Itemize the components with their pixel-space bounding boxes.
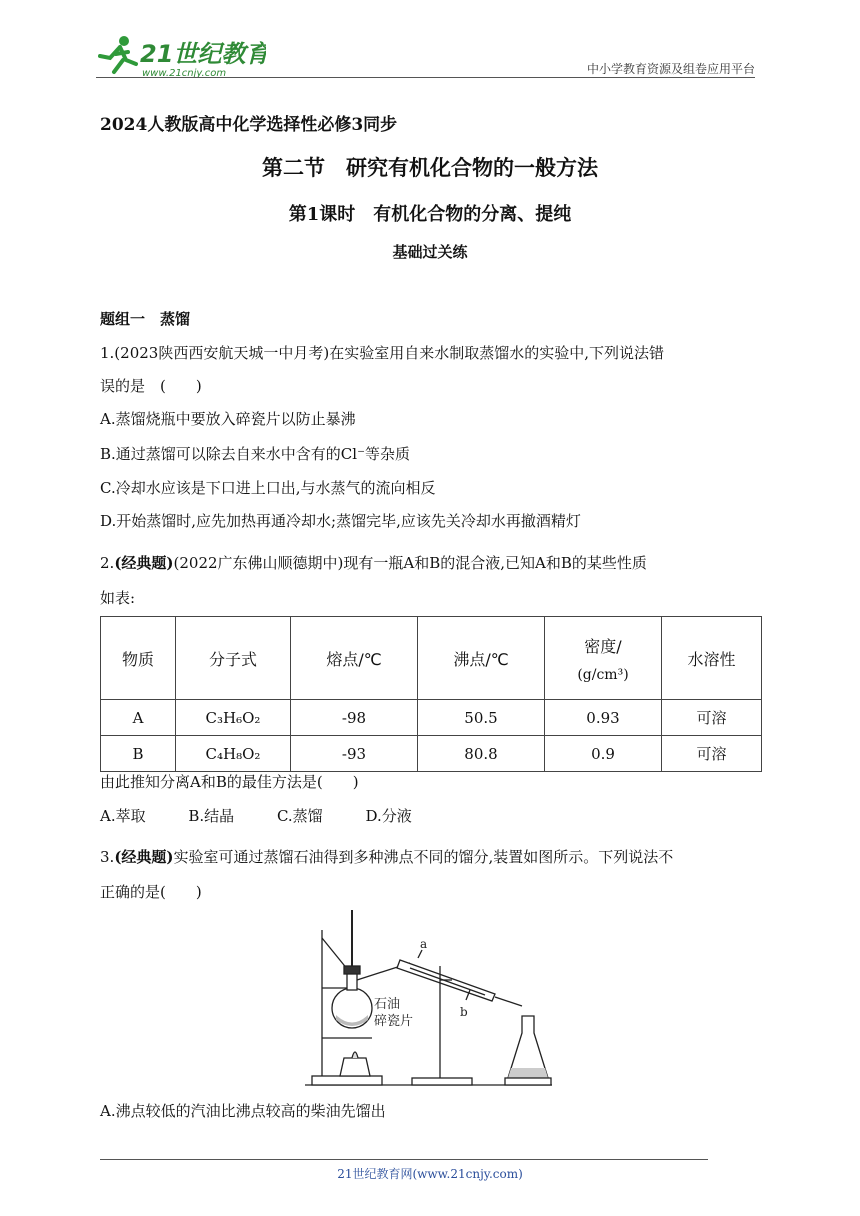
q1-option-d: D.开始蒸馏时,应先加热再通冷却水;蒸馏完毕,应该先关冷却水再撤酒精灯 (100, 512, 581, 530)
q2-options (100, 805, 450, 826)
series-title: 2024人教版高中化学选择性必修3同步 (100, 115, 398, 135)
density-unit: (g/cm³) (577, 666, 629, 683)
label-chips: 碎瓷片 (374, 1014, 414, 1029)
table-header-cell: 物质 (101, 617, 176, 700)
svg-text:www.21cnjy.com: www.21cnjy.com (142, 68, 227, 79)
q3-stem-line1 (100, 847, 673, 867)
q2-option-a: A.萃取 (100, 807, 146, 825)
q1-option-b: B.通过蒸馏可以除去自来水中含有的Cl⁻等杂质 (100, 445, 410, 463)
q2-option-c: C.蒸馏 (276, 807, 323, 825)
q2-question: 由此推知分离A和B的最佳方法是( ) (100, 773, 359, 791)
group-heading: 题组一 蒸馏 (100, 310, 191, 328)
table-header-row (101, 617, 762, 700)
table-header-cell (545, 617, 662, 700)
svg-text:21世纪教育: 21世纪教育 (140, 40, 266, 68)
table-cell: -93 (291, 736, 418, 772)
table-header-cell: 熔点/℃ (291, 617, 418, 700)
q3-number: 3. (100, 848, 115, 866)
q1-option-c: C.冷却水应该是下口进上口出,与水蒸气的流向相反 (100, 479, 436, 497)
properties-table (100, 616, 762, 772)
table-cell: 80.8 (418, 736, 545, 772)
q2-option-b: B.结晶 (188, 807, 235, 825)
footer-divider (100, 1159, 708, 1160)
q1-stem-line2: 误的是 ( ) (100, 377, 202, 395)
q2-number: 2. (100, 554, 115, 572)
table-cell: 可溶 (662, 700, 762, 736)
table-cell: C₃H₆O₂ (176, 700, 291, 736)
section-title: 第二节 研究有机化合物的一般方法 (262, 155, 598, 180)
q1-option-a: A.蒸馏烧瓶中要放入碎瓷片以防止暴沸 (100, 410, 356, 428)
label-a: a (420, 937, 428, 951)
lesson-title: 第1课时 有机化合物的分离、提纯 (288, 204, 572, 225)
q1-stem-line1: 1.(2023陕西西安航天城一中月考)在实验室用自来水制取蒸馏水的实验中,下列说法错 (100, 344, 664, 362)
table-row (101, 736, 762, 772)
table-cell: 可溶 (662, 736, 762, 772)
table-cell: 0.9 (545, 736, 662, 772)
table-cell: A (101, 700, 176, 736)
table-cell: C₄H₈O₂ (176, 736, 291, 772)
table-header-cell: 沸点/℃ (418, 617, 545, 700)
table-row (101, 700, 762, 736)
q3-stem-line2: 正确的是( ) (100, 883, 202, 901)
label-oil: 石油 (374, 997, 401, 1012)
label-b: b (460, 1005, 468, 1019)
header-divider (96, 77, 755, 78)
table-cell: 0.93 (545, 700, 662, 736)
q3-option-a: A.沸点较低的汽油比沸点较高的柴油先馏出 (100, 1102, 386, 1120)
exercise-title: 基础过关练 (392, 243, 468, 261)
table-header-cell: 分子式 (176, 617, 291, 700)
table-header-cell: 水溶性 (662, 617, 762, 700)
table-cell: 50.5 (418, 700, 545, 736)
q3-stem-text: 实验室可通过蒸馏石油得到多种沸点不同的馏分,装置如图所示。下列说法不 (173, 848, 674, 866)
q2-stem-text: (2022广东佛山顺德期中)现有一瓶A和B的混合液,已知A和B的某些性质 (173, 554, 647, 572)
table-cell: -98 (291, 700, 418, 736)
table-cell: B (101, 736, 176, 772)
q2-tag: (经典题) (114, 554, 174, 572)
distillation-apparatus-figure (300, 908, 555, 1088)
q3-tag: (经典题) (114, 848, 174, 866)
platform-name: 中小学教育资源及组卷应用平台 (586, 62, 755, 76)
footer-text[interactable]: 21世纪教育网(www.21cnjy.com) (337, 1167, 523, 1181)
q2-stem-line1 (100, 553, 647, 573)
q2-option-d: D.分液 (365, 807, 412, 825)
q2-stem-line2: 如表: (100, 589, 136, 607)
logo (96, 34, 266, 80)
running-person-icon (100, 36, 136, 72)
density-label: 密度/ (584, 636, 622, 656)
